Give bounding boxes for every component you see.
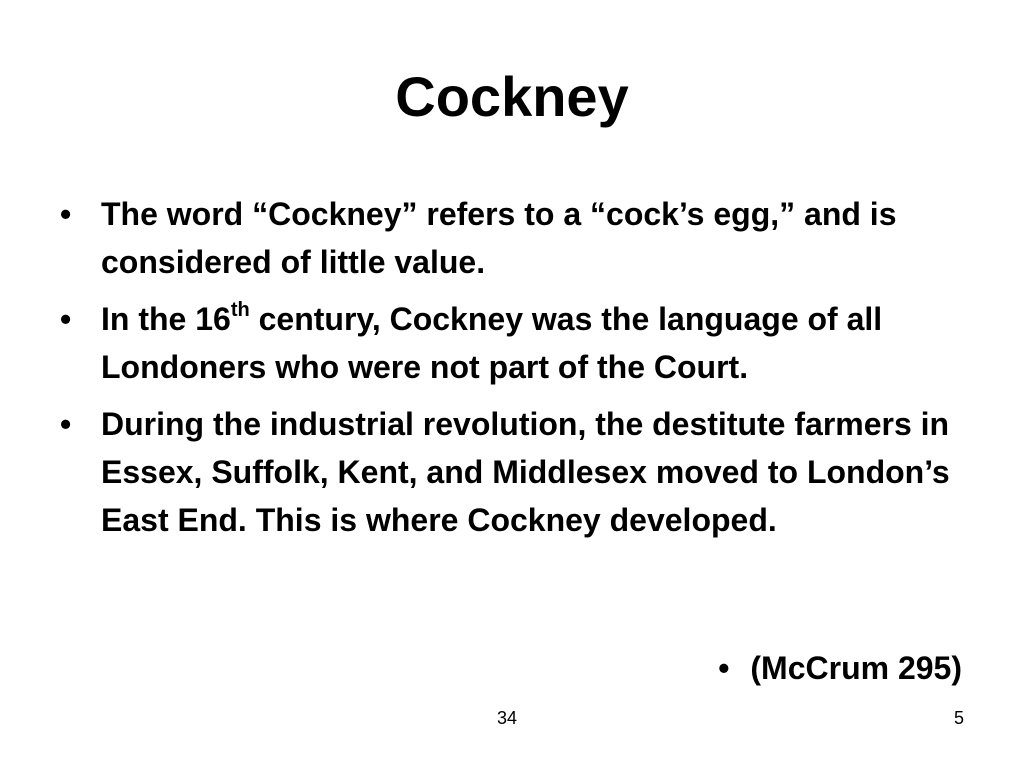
bullet-text: The word “Cockney” refers to a “cock’s egg,” and is considered of little value.	[101, 196, 897, 280]
bullet-item-2	[60, 295, 960, 391]
bullet-text-before: In the 16	[101, 301, 231, 337]
bullet-item-3	[60, 400, 960, 544]
bullet-marker: •	[60, 406, 72, 442]
bullet-marker: •	[60, 301, 72, 337]
bullet-item-1	[60, 190, 960, 286]
bullet-marker: •	[60, 196, 72, 232]
slide-title: Cockney	[395, 65, 629, 128]
footer-page-number: 34	[497, 708, 518, 728]
bullet-marker: •	[718, 650, 730, 686]
bullet-list	[60, 190, 960, 553]
citation-text: (McCrum 295)	[750, 650, 962, 686]
bullet-text-after: century, Cockney was the language of all Londoners who were not part of the Court.	[101, 301, 883, 385]
bullet-text: During the industrial revolution, the destitute farmers in Essex, Suffolk, Kent, and Middlesex moved to London’s East End. This is where Cockney developed.	[101, 406, 950, 538]
footer-slide-number: 5	[953, 708, 964, 728]
citation-bullet	[718, 644, 962, 692]
bullet-superscript: th	[230, 299, 250, 321]
